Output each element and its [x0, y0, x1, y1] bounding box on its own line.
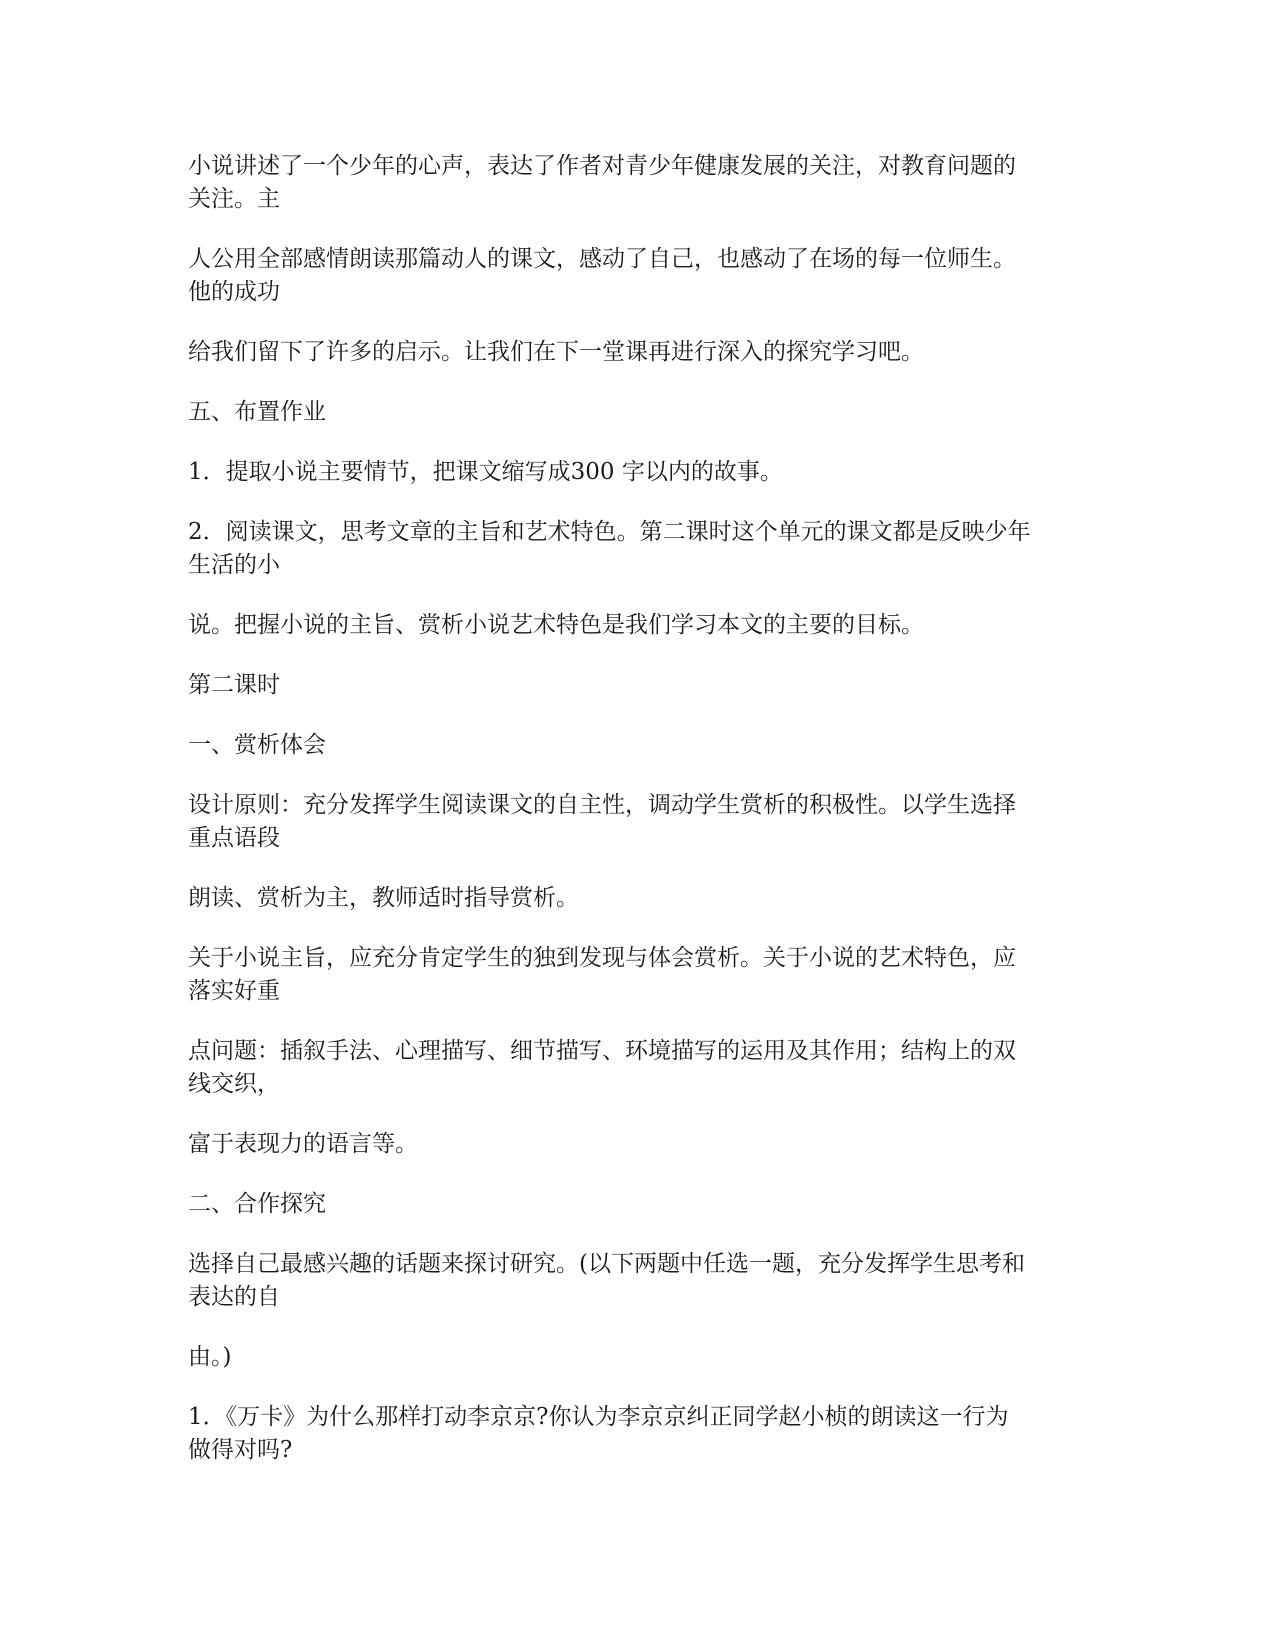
- section-heading-cooperation: [188, 1188, 1088, 1221]
- text-line: 设计原则：充分发挥学生阅读课文的自主性，调动学生赏析的积极性。以学生选择: [188, 792, 1016, 818]
- heading-text: 第二课时: [188, 672, 280, 698]
- text-line: 朗读、赏析为主，教师适时指导赏析。: [188, 885, 579, 911]
- paragraph-3: [188, 336, 1088, 369]
- text-line: 他的成功: [188, 279, 280, 305]
- paragraph-7: [188, 609, 1088, 642]
- text-line: 点问题：插叙手法、心理描写、细节描写、环境描写的运用及其作用；结构上的双: [188, 1038, 1016, 1064]
- paragraph-2: [188, 243, 1088, 309]
- paragraph-14: [188, 1128, 1088, 1161]
- text-line: 重点语段: [188, 825, 280, 851]
- text-line: 小说讲述了一个少年的心声，表达了作者对青少年健康发展的关注，对教育问题的: [188, 153, 1016, 179]
- text-line: 表达的自: [188, 1284, 280, 1310]
- text-line: 说。把握小说的主旨、赏析小说艺术特色是我们学习本文的主要的目标。: [188, 612, 924, 638]
- section-heading-appreciation: [188, 729, 1088, 762]
- heading-text: 二、合作探究: [188, 1191, 326, 1217]
- paragraph-16: [188, 1248, 1088, 1314]
- paragraph-10: [188, 789, 1088, 855]
- text-line: 人公用全部感情朗读那篇动人的课文，感动了自己，也感动了在场的每一位师生。: [188, 246, 1016, 272]
- text-line: 线交织，: [188, 1071, 280, 1097]
- heading-text: 一、赏析体会: [188, 732, 326, 758]
- text-line: 关注。主: [188, 186, 280, 212]
- paragraph-11: [188, 882, 1088, 915]
- text-line: 关于小说主旨，应充分肯定学生的独到发现与体会赏析。关于小说的艺术特色，应: [188, 945, 1016, 971]
- text-line: 选择自己最感兴趣的话题来探讨研究。(以下两题中任选一题，充分发挥学生思考和: [188, 1251, 1025, 1277]
- text-line: 落实好重: [188, 978, 280, 1004]
- section-heading-homework: [188, 396, 1088, 429]
- text-line: 2．阅读课文，思考文章的主旨和艺术特色。第二课时这个单元的课文都是反映少年: [188, 519, 1031, 545]
- document-body: [188, 150, 1088, 1494]
- text-line: 做得对吗?: [188, 1437, 293, 1463]
- text-line: 富于表现力的语言等。: [188, 1131, 418, 1157]
- paragraph-1: [188, 150, 1088, 216]
- question-item-1: [188, 1401, 1088, 1467]
- text-line: 生活的小: [188, 552, 280, 578]
- text-line: 由。): [188, 1344, 232, 1370]
- text-line: 1．提取小说主要情节，把课文缩写成300 字以内的故事。: [188, 459, 783, 485]
- paragraph-17: [188, 1341, 1088, 1374]
- paragraph-13: [188, 1035, 1088, 1101]
- text-line: 给我们留下了许多的启示。让我们在下一堂课再进行深入的探究学习吧。: [188, 339, 924, 365]
- homework-item-1: [188, 456, 1088, 489]
- text-line: 1．《万卡》为什么那样打动李京京?你认为李京京纠正同学赵小桢的朗读这一行为: [188, 1404, 1009, 1430]
- paragraph-12: [188, 942, 1088, 1008]
- homework-item-2: [188, 516, 1088, 582]
- section-heading-second-lesson: [188, 669, 1088, 702]
- heading-text: 五、布置作业: [188, 399, 326, 425]
